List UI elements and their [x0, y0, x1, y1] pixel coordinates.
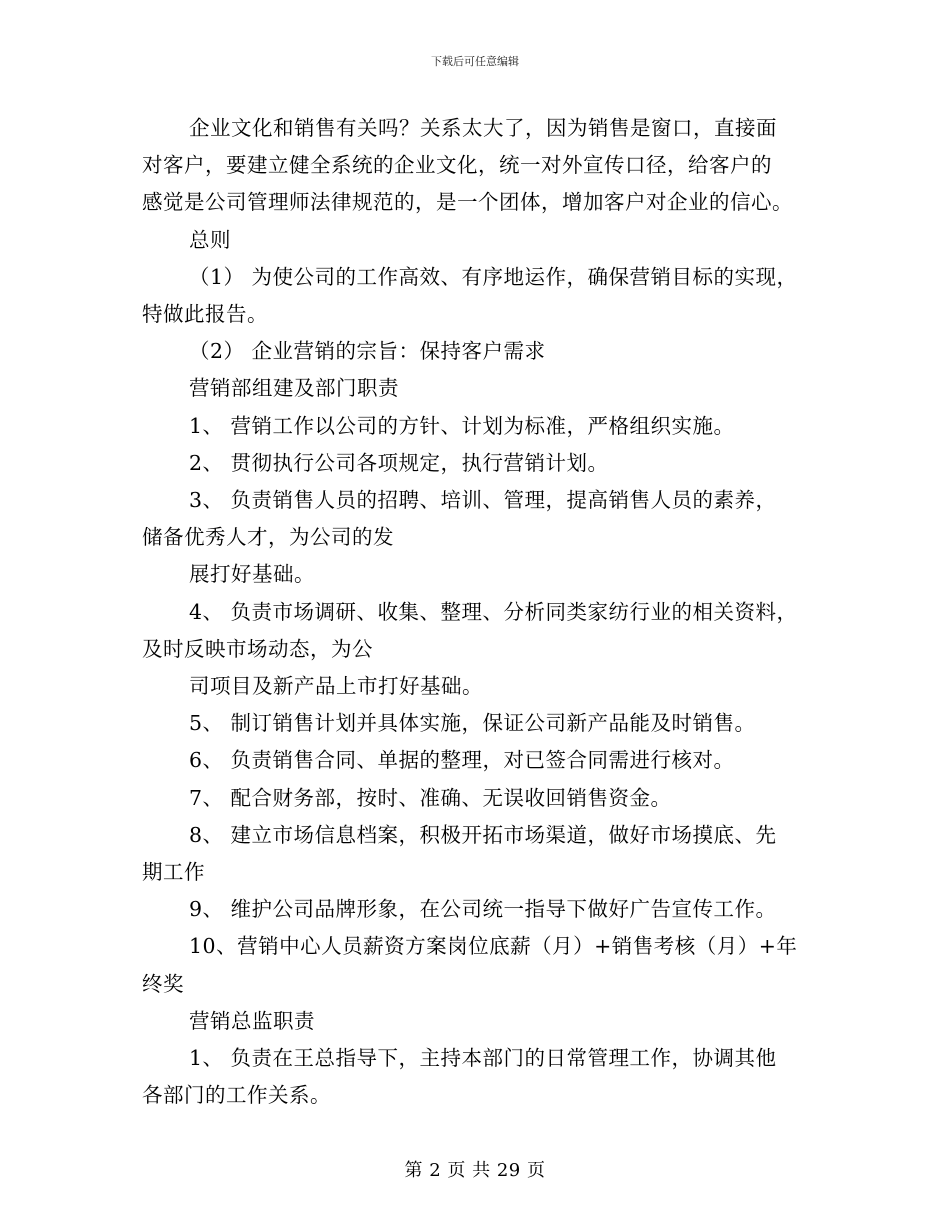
list-item: 8、 建立市场信息档案，积极开拓市场渠道，做好市场摸底、先 — [189, 822, 777, 847]
list-item: 10、营销中心人员薪资方案岗位底薪（月）+销售考核（月）+年 — [189, 934, 798, 959]
list-item: 9、 维护公司品牌形象，在公司统一指导下做好广告宣传工作。 — [189, 897, 777, 922]
list-item-continuation: 及时反映市场动态，为公 — [142, 636, 373, 661]
list-item: 1、 营销工作以公司的方针、计划为标准，严格组织实施。 — [189, 413, 735, 438]
list-item: 7、 配合财务部，按时、准确、无误收回销售资金。 — [189, 785, 672, 810]
document-body — [142, 110, 808, 1114]
paragraph-line: 对客户，要建立健全系统的企业文化，统一对外宣传口径，给客户的 — [142, 153, 772, 178]
section-heading: 营销部组建及部门职责 — [189, 376, 399, 401]
paragraph-line: （2） 企业营销的宗旨：保持客户需求 — [189, 339, 546, 364]
list-item: 5、 制订销售计划并具体实施，保证公司新产品能及时销售。 — [189, 711, 756, 736]
section-heading: 营销总监职责 — [189, 1008, 315, 1033]
section-heading: 总则 — [189, 227, 231, 252]
paragraph-line: 特做此报告。 — [142, 302, 268, 327]
list-item: 1、 负责在王总指导下，主持本部门的日常管理工作，协调其他 — [189, 1046, 777, 1071]
list-item-continuation: 期工作 — [142, 860, 205, 885]
list-item-continuation: 各部门的工作关系。 — [142, 1083, 331, 1108]
list-item-continuation: 终奖 — [142, 971, 184, 996]
list-item-continuation: 展打好基础。 — [189, 562, 315, 587]
paragraph-line: （1） 为使公司的工作高效、有序地运作，确保营销目标的实现， — [189, 264, 798, 289]
paragraph-line: 企业文化和销售有关吗？关系太大了，因为销售是窗口，直接面 — [189, 116, 777, 140]
list-item: 4、 负责市场调研、收集、整理、分析同类家纺行业的相关资料， — [189, 599, 798, 624]
list-item: 2、 贯彻执行公司各项规定，执行营销计划。 — [189, 450, 609, 475]
page-number-footer: 第 2 页 共 29 页 — [404, 1160, 546, 1181]
list-item: 3、 负责销售人员的招聘、培训、管理，提高销售人员的素养， — [189, 488, 777, 513]
list-item: 6、 负责销售合同、单据的整理，对已签合同需进行核对。 — [189, 748, 735, 773]
paragraph-line: 感觉是公司管理师法律规范的，是一个团体，增加客户对企业的信心。 — [142, 190, 793, 215]
list-item-continuation: 司项目及新产品上市打好基础。 — [189, 674, 483, 699]
list-item-continuation: 储备优秀人才，为公司的发 — [142, 525, 394, 550]
page-header: 下载后可任意编辑 — [431, 55, 519, 68]
